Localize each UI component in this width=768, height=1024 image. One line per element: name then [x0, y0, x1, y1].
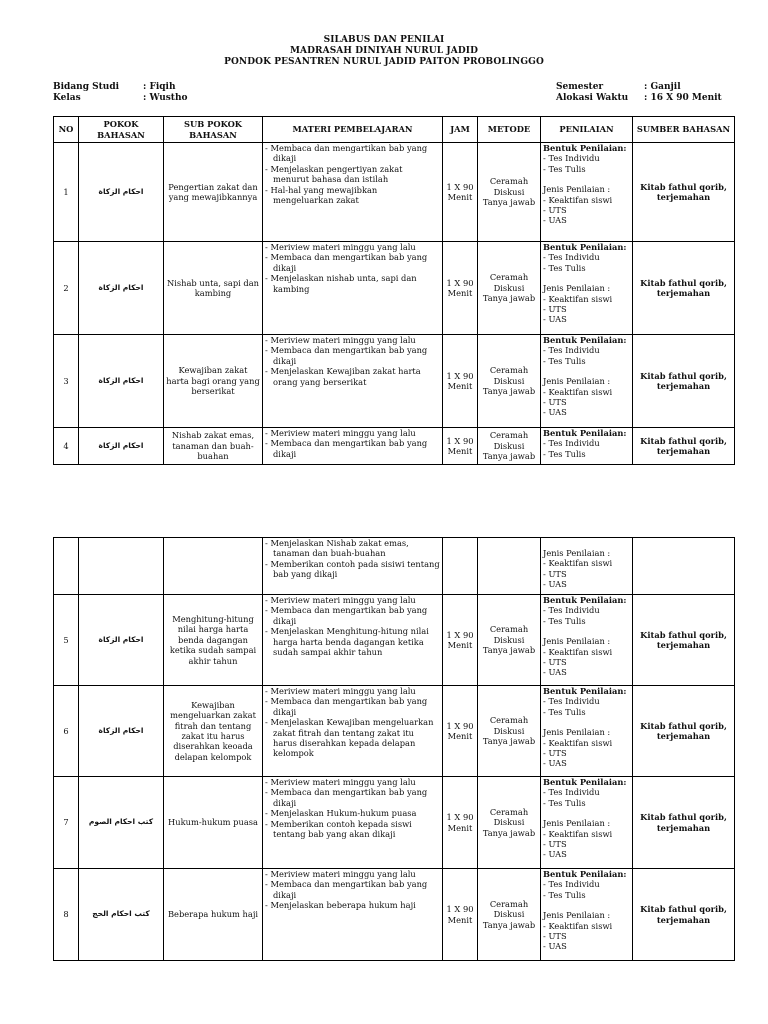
materi-cell	[263, 686, 443, 777]
jenis-item: - Keaktifan siswi	[543, 194, 613, 205]
kelas-value: : Wustho	[143, 93, 188, 103]
jenis-label: Jenis Penilaian :	[543, 727, 611, 738]
materi-text: Menjelaskan Kewajiban mengeluarkan zakat fitrah dan tentang zakat itu harus diserahkan kepada delapan kelompok	[270, 717, 434, 759]
pokok-bahasan: احكام الزكاة	[79, 143, 164, 242]
bentuk-label: Bentuk Penilaian:	[543, 242, 627, 252]
kelas-label: Kelas	[53, 93, 81, 103]
pokok-bahasan: احكام الزكاة	[79, 335, 164, 428]
metode-item: Tanya jawab	[482, 386, 536, 397]
materi-item: - Menjelaskan Kewajiban zakat harta orang yang berserikat	[265, 366, 421, 387]
bentuk-item: - Tes Tulis	[543, 448, 586, 459]
metode-item: Diskusi	[493, 282, 525, 293]
jenis-label: Jenis Penilaian :	[543, 548, 611, 558]
materi-item: - Menjelaskan nishab unta, sapi dan kambing	[265, 273, 417, 294]
metode-item: Tanya jawab	[482, 197, 536, 208]
col-materi: MATERI PEMBELAJARAN	[263, 117, 443, 143]
jenis-item: - UAS	[543, 667, 567, 678]
table-row	[54, 777, 735, 869]
materi-item: - Meriview materi minggu yang lalu	[265, 242, 416, 252]
sub-pokok-bahasan: Kewajiban zakat harta bagi orang yang berserikat	[164, 335, 263, 428]
spacer	[543, 174, 630, 184]
jam: 1 X 90 Menit	[443, 595, 478, 686]
metode-item: Tanya jawab	[482, 827, 536, 838]
penilaian-cell	[541, 143, 633, 242]
jenis-label: Jenis Penilaian :	[543, 910, 611, 921]
materi-item: - Memberikan contoh kepada siswi tentang bab yang akan dikaji	[265, 818, 412, 840]
jenis-item: - UAS	[543, 849, 567, 860]
row-number: 6	[54, 686, 79, 777]
doc-title-3: PONDOK PESANTREN NURUL JADID PAITON PROBOLINGGO	[224, 57, 544, 67]
table-row	[54, 428, 735, 465]
jenis-item: - Keaktifan siswi	[543, 646, 613, 657]
sub-pokok-bahasan: Nishab zakat emas, tanaman dan buah-buahan	[164, 428, 263, 465]
row-number: 7	[54, 777, 79, 869]
bentuk-item: - Tes Individu	[543, 153, 600, 164]
sub-pokok-bahasan: Menghitung-hitung nilai harga harta benda dagangan ketika sudah sampai akhir tahun	[164, 595, 263, 686]
jenis-label: Jenis Penilaian :	[543, 818, 611, 829]
bentuk-item: - Tes Individu	[543, 345, 600, 356]
sub-pokok-bahasan: Nishab unta, sapi dan kambing	[164, 242, 263, 335]
semester-value: : Ganjil	[644, 82, 681, 92]
metode-item: Diskusi	[493, 634, 525, 645]
materi-text: Hal-hal yang mewajibkan mengeluarkan zakat	[270, 184, 378, 206]
materi-text: Menjelaskan Kewajiban zakat harta orang yang berserikat	[270, 366, 421, 387]
penilaian-cell	[541, 595, 633, 686]
penilaian-cell	[541, 242, 633, 335]
jenis-label: Jenis Penilaian :	[543, 184, 611, 195]
sumber-bahasan: Kitab fathul qorib, terjemahan	[633, 869, 735, 961]
materi-text: Menjelaskan Hukum-hukum puasa	[270, 808, 417, 819]
jenis-item: - UTS	[543, 839, 567, 850]
col-sub: SUB POKOK BAHASAN	[164, 117, 263, 143]
row-number: 4	[54, 428, 79, 465]
jam: 1 X 90 Menit	[443, 777, 478, 869]
materi-cell	[263, 335, 443, 428]
bentuk-item: - Tes Individu	[543, 879, 600, 890]
materi-item: - Menjelaskan Kewajiban mengeluarkan zakat fitrah dan tentang zakat itu harus diserahkan kepada delapan kelompok	[265, 717, 434, 759]
bidang-value: : Fiqih	[143, 82, 176, 92]
cont-sub	[164, 538, 263, 595]
materi-cell	[263, 428, 443, 465]
bentuk-item: - Tes Individu	[543, 252, 600, 263]
cont-materi-item: - Menjelaskan Nishab zakat emas, tanaman dan buah-buahan	[265, 538, 409, 559]
materi-item: - Membaca dan mengartikan bab yang dikaji	[265, 787, 428, 808]
pokok-bahasan: احكام الزكاة	[79, 595, 164, 686]
metode-item: Ceramah	[489, 365, 529, 376]
materi-list	[265, 686, 440, 759]
bentuk-item: - Tes Individu	[543, 605, 600, 616]
materi-item: - Menjelaskan Menghitung-hitung nilai harga harta benda dagangan ketika sudah sampai akhir tahun	[265, 626, 429, 658]
pokok-bahasan: كتب احكام الصوم	[79, 777, 164, 869]
metode-item: Diskusi	[493, 725, 525, 736]
materi-item: - Membaca dan mengartikan bab yang dikaji	[265, 252, 428, 273]
sumber-bahasan: Kitab fathul qorib, terjemahan	[633, 428, 735, 465]
bentuk-label: Bentuk Penilaian:	[543, 335, 627, 345]
metode-item: Tanya jawab	[482, 451, 536, 462]
bentuk-item: - Tes Individu	[543, 696, 600, 707]
doc-title-2: MADRASAH DINIYAH NURUL JADID	[290, 46, 478, 56]
jenis-item: - UTS	[543, 397, 567, 408]
metode-item: Diskusi	[493, 440, 525, 451]
bentuk-label: Bentuk Penilaian:	[543, 869, 627, 879]
alokasi-label: Alokasi Waktu	[556, 93, 629, 103]
materi-text: Menjelaskan beberapa hukum haji	[270, 900, 416, 911]
materi-item: - Membaca dan mengartikan bab yang dikaji	[265, 696, 428, 717]
cont-materi	[263, 538, 443, 595]
cont-no	[54, 538, 79, 595]
metode-item: Ceramah	[489, 806, 529, 817]
jenis-item: - Keaktifan siswi	[543, 828, 613, 839]
jenis-item: - UTS	[543, 205, 567, 216]
bentuk-item: - Tes Individu	[543, 787, 600, 798]
materi-item: - Meriview materi minggu yang lalu	[265, 335, 416, 345]
metode-cell	[478, 686, 541, 777]
materi-item: - Meriview materi minggu yang lalu	[265, 777, 416, 787]
jenis-item: - UAS	[543, 579, 567, 590]
sumber-bahasan: Kitab fathul qorib, terjemahan	[633, 242, 735, 335]
materi-text: Menjelaskan Menghitung-hitung nilai harga harta benda dagangan ketika sudah sampai akhir tahun	[270, 626, 429, 658]
jenis-label: Jenis Penilaian :	[543, 636, 611, 647]
materi-text: Meriview materi minggu yang lalu	[270, 686, 416, 696]
materi-text: Menjelaskan nishab unta, sapi dan kambing	[270, 273, 417, 294]
penilaian-cell	[541, 428, 633, 465]
sub-pokok-bahasan: Kewajiban mengeluarkan zakat fitrah dan tentang zakat itu harus diserahkan keoada delapan kelompok	[164, 686, 263, 777]
header-row	[54, 117, 735, 143]
cont-pokok	[79, 538, 164, 595]
metode-item: Diskusi	[493, 186, 525, 197]
materi-item: - Membaca dan mengartikan bab yang dikaji	[265, 438, 428, 459]
metode-item: Ceramah	[489, 715, 529, 726]
sumber-bahasan: Kitab fathul qorib, terjemahan	[633, 595, 735, 686]
materi-text: Membaca dan mengartikan bab yang dikaji	[270, 438, 428, 459]
metode-item: Tanya jawab	[482, 645, 536, 656]
bentuk-item: - Tes Individu	[543, 438, 600, 449]
pokok-bahasan: كتب احكام الحج	[79, 869, 164, 961]
jenis-item: - UAS	[543, 407, 567, 418]
materi-cell	[263, 143, 443, 242]
metode-item: Diskusi	[493, 817, 525, 828]
spacer	[543, 900, 630, 910]
materi-list	[265, 777, 440, 839]
materi-text: Membaca dan mengartikan bab yang dikaji	[270, 143, 428, 164]
syllabus-table-1	[53, 116, 735, 465]
sub-pokok-bahasan: Beberapa hukum haji	[164, 869, 263, 961]
materi-cell	[263, 595, 443, 686]
metode-item: Ceramah	[489, 430, 529, 441]
materi-list	[265, 428, 440, 459]
row-number: 2	[54, 242, 79, 335]
table-row	[54, 143, 735, 242]
materi-list	[265, 595, 440, 657]
materi-text: Meriview materi minggu yang lalu	[270, 335, 416, 345]
bentuk-label: Bentuk Penilaian:	[543, 143, 627, 153]
spacer	[543, 808, 630, 818]
spacer	[543, 273, 630, 283]
materi-list	[265, 335, 440, 387]
metode-item: Tanya jawab	[482, 736, 536, 747]
spacer	[543, 366, 630, 376]
jenis-item: - Keaktifan siswi	[543, 558, 613, 569]
materi-item: - Hal-hal yang mewajibkan mengeluarkan zakat	[265, 184, 378, 206]
jenis-item: - UAS	[543, 215, 567, 226]
metode-item: Tanya jawab	[482, 919, 536, 930]
jam: 1 X 90 Menit	[443, 335, 478, 428]
jenis-item: - UTS	[543, 748, 567, 759]
metode-item: Diskusi	[493, 909, 525, 920]
bentuk-item: - Tes Tulis	[543, 797, 586, 808]
materi-cell	[263, 242, 443, 335]
col-sumber: SUMBER BAHASAN	[633, 117, 735, 143]
jenis-item: - UAS	[543, 314, 567, 325]
materi-item: - Meriview materi minggu yang lalu	[265, 595, 416, 605]
jenis-item: - UTS	[543, 657, 567, 668]
cont-sumber	[633, 538, 735, 595]
materi-text: Meriview materi minggu yang lalu	[270, 869, 416, 879]
bentuk-item: - Tes Tulis	[543, 615, 586, 626]
cont-metode	[478, 538, 541, 595]
alokasi-value: : 16 X 90 Menit	[644, 93, 722, 103]
materi-item: - Meriview materi minggu yang lalu	[265, 686, 416, 696]
materi-text: Membaca dan mengartikan bab yang dikaji	[270, 696, 428, 717]
materi-text: Meriview materi minggu yang lalu	[270, 242, 416, 252]
table-row	[54, 869, 735, 961]
doc-title-1: SILABUS DAN PENILAI	[323, 35, 445, 45]
sumber-bahasan: Kitab fathul qorib, terjemahan	[633, 686, 735, 777]
materi-text: Membaca dan mengartikan bab yang dikaji	[270, 252, 428, 273]
materi-item: - Meriview materi minggu yang lalu	[265, 869, 416, 879]
penilaian-cell	[541, 335, 633, 428]
pokok-bahasan: احكام الزكاة	[79, 428, 164, 465]
col-metode: METODE	[478, 117, 541, 143]
table-row	[54, 335, 735, 428]
metode-cell	[478, 242, 541, 335]
materi-item: - Membaca dan mengartikan bab yang dikaji	[265, 879, 428, 900]
row-number: 8	[54, 869, 79, 961]
col-pokok: POKOK BAHASAN	[79, 117, 164, 143]
cont-penilaian	[541, 538, 633, 595]
bentuk-label: Bentuk Penilaian:	[543, 686, 627, 696]
metode-cell	[478, 335, 541, 428]
table-row	[54, 595, 735, 686]
materi-text: Meriview materi minggu yang lalu	[270, 428, 416, 438]
spacer	[543, 717, 630, 727]
metode-item: Ceramah	[489, 898, 529, 909]
materi-item: - Menjelaskan beberapa hukum haji	[265, 900, 416, 911]
bentuk-item: - Tes Tulis	[543, 889, 586, 900]
jenis-item: - UAS	[543, 758, 567, 769]
materi-list	[265, 869, 440, 911]
sumber-bahasan: Kitab fathul qorib, terjemahan	[633, 777, 735, 869]
materi-list	[265, 242, 440, 294]
materi-text: Membaca dan mengartikan bab yang dikaji	[270, 879, 428, 900]
jenis-item: - Keaktifan siswi	[543, 920, 613, 931]
materi-item: - Meriview materi minggu yang lalu	[265, 428, 416, 438]
materi-text: Membaca dan mengartikan bab yang dikaji	[270, 787, 428, 808]
jam: 1 X 90 Menit	[443, 869, 478, 961]
pokok-bahasan: احكام الزكاة	[79, 242, 164, 335]
cont-jam	[443, 538, 478, 595]
bentuk-label: Bentuk Penilaian:	[543, 595, 627, 605]
jenis-item: - UTS	[543, 931, 567, 942]
jam: 1 X 90 Menit	[443, 143, 478, 242]
sumber-bahasan: Kitab fathul qorib, terjemahan	[633, 143, 735, 242]
materi-text: Membaca dan mengartikan bab yang dikaji	[270, 605, 428, 626]
materi-text: Menjelaskan pengertiyan zakat menurut bahasa dan istilah	[270, 163, 403, 185]
row-number: 1	[54, 143, 79, 242]
jam: 1 X 90 Menit	[443, 242, 478, 335]
materi-text: Meriview materi minggu yang lalu	[270, 777, 416, 787]
semester-label: Semester	[556, 82, 604, 92]
sub-pokok-bahasan: Pengertian zakat dan yang mewajibkannya	[164, 143, 263, 242]
syllabus-table-2	[53, 537, 735, 961]
metode-cell	[478, 777, 541, 869]
materi-cell	[263, 869, 443, 961]
jenis-label: Jenis Penilaian :	[543, 376, 611, 387]
sumber-bahasan: Kitab fathul qorib, terjemahan	[633, 335, 735, 428]
jenis-item: - UTS	[543, 304, 567, 315]
bentuk-item: - Tes Tulis	[543, 163, 586, 174]
metode-item: Ceramah	[489, 624, 529, 635]
jenis-item: - Keaktifan siswi	[543, 737, 613, 748]
metode-item: Diskusi	[493, 375, 525, 386]
penilaian-cell	[541, 869, 633, 961]
materi-item: - Membaca dan mengartikan bab yang dikaji	[265, 143, 428, 164]
jam: 1 X 90 Menit	[443, 428, 478, 465]
table-row	[54, 686, 735, 777]
bentuk-label: Bentuk Penilaian:	[543, 428, 627, 438]
bentuk-item: - Tes Tulis	[543, 262, 586, 273]
jenis-item: - Keaktifan siswi	[543, 386, 613, 397]
cont-materi-item: - Memberikan contoh pada sisiwi tentang bab yang dikaji	[265, 558, 440, 580]
table-row	[54, 242, 735, 335]
materi-text: Membaca dan mengartikan bab yang dikaji	[270, 345, 428, 366]
sub-pokok-bahasan: Hukum-hukum puasa	[164, 777, 263, 869]
spacer	[543, 626, 630, 636]
bentuk-label: Bentuk Penilaian:	[543, 777, 627, 787]
metode-item: Tanya jawab	[482, 293, 536, 304]
jenis-label: Jenis Penilaian :	[543, 283, 611, 294]
col-no: NO	[54, 117, 79, 143]
penilaian-cell	[541, 777, 633, 869]
materi-item: - Membaca dan mengartikan bab yang dikaji	[265, 605, 428, 626]
materi-cell	[263, 777, 443, 869]
penilaian-cell	[541, 686, 633, 777]
jenis-item: - UAS	[543, 941, 567, 952]
materi-item: - Membaca dan mengartikan bab yang dikaji	[265, 345, 428, 366]
row-number: 3	[54, 335, 79, 428]
materi-item: - Menjelaskan Hukum-hukum puasa	[265, 808, 417, 819]
metode-cell	[478, 595, 541, 686]
materi-list	[265, 143, 440, 205]
continuation-row	[54, 538, 735, 595]
metode-cell	[478, 869, 541, 961]
jenis-item: - UTS	[543, 568, 567, 579]
bidang-label: Bidang Studi	[53, 82, 120, 92]
materi-text: Memberikan contoh kepada siswi tentang bab yang akan dikaji	[270, 818, 412, 840]
metode-cell	[478, 143, 541, 242]
materi-text: Meriview materi minggu yang lalu	[270, 595, 416, 605]
col-jam: JAM	[443, 117, 478, 143]
pokok-bahasan: احكام الزكاة	[79, 686, 164, 777]
materi-item: - Menjelaskan pengertiyan zakat menurut bahasa dan istilah	[265, 163, 403, 185]
bentuk-item: - Tes Tulis	[543, 355, 586, 366]
metode-item: Ceramah	[489, 272, 529, 283]
bentuk-item: - Tes Tulis	[543, 706, 586, 717]
jam: 1 X 90 Menit	[443, 686, 478, 777]
metode-item: Ceramah	[489, 176, 529, 187]
row-number: 5	[54, 595, 79, 686]
jenis-item: - Keaktifan siswi	[543, 293, 613, 304]
col-penilaian: PENILAIAN	[541, 117, 633, 143]
metode-cell	[478, 428, 541, 465]
